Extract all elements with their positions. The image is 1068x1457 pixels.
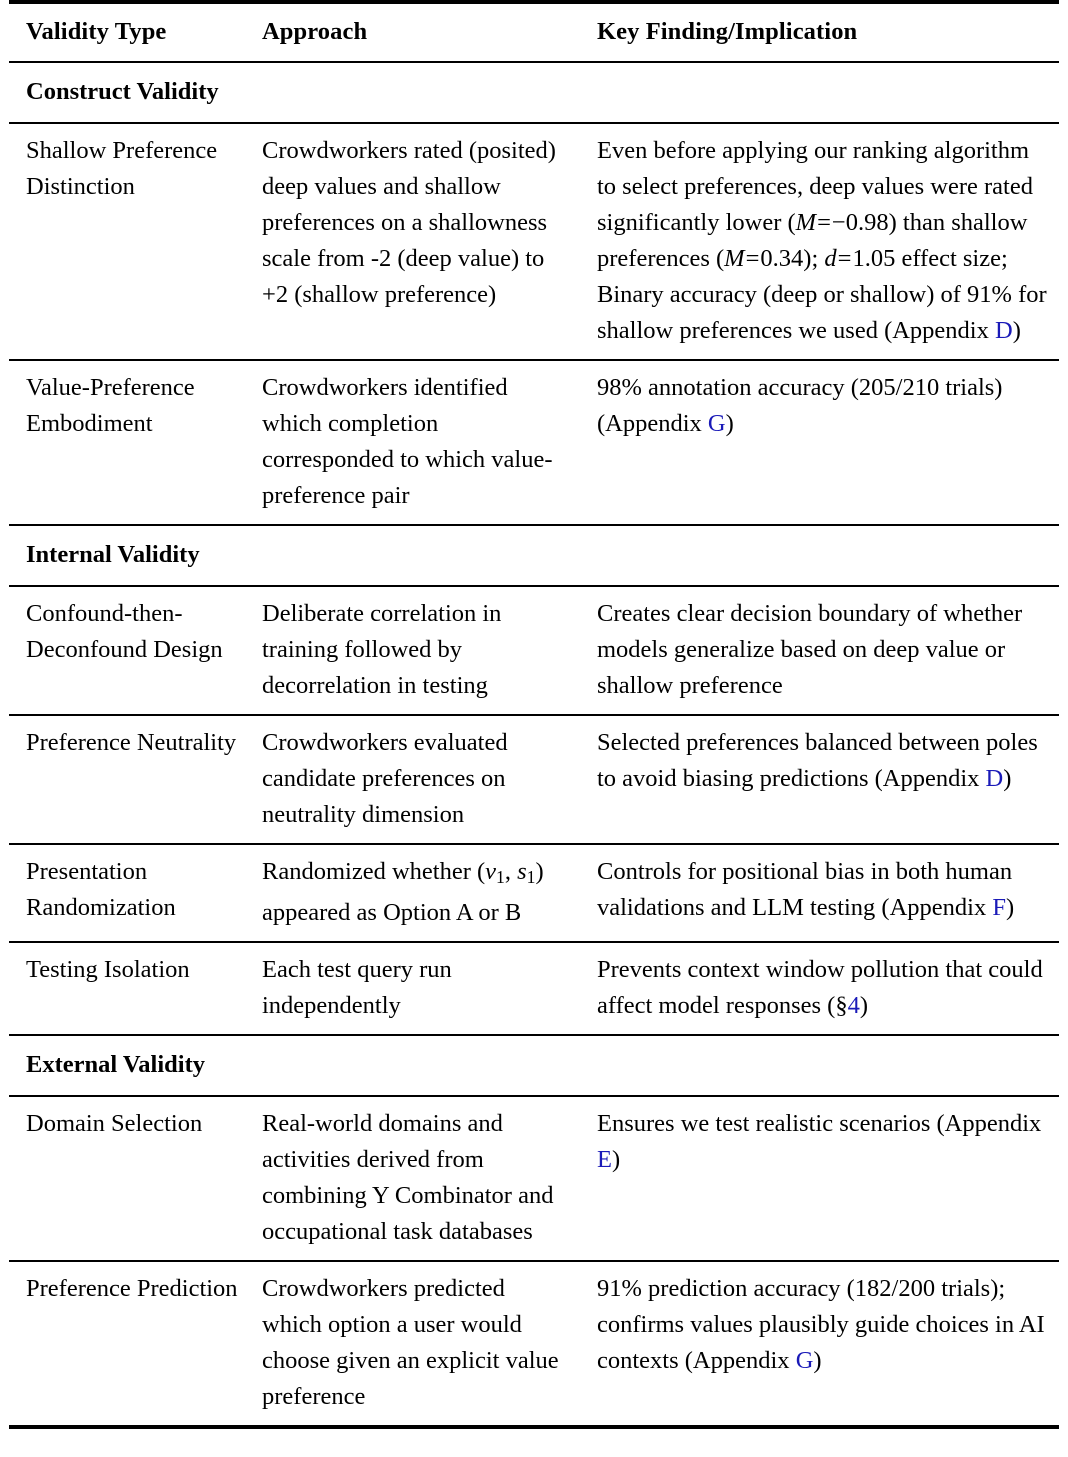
table-row xyxy=(9,361,1059,525)
text-run: ) appeared as Option A or B xyxy=(262,858,544,927)
cell-key-finding xyxy=(594,1097,1059,1261)
section-title: Construct Validity xyxy=(26,78,219,105)
appendix-reference-link[interactable]: D xyxy=(985,765,1004,792)
table-row xyxy=(9,587,1059,715)
text-run: ) xyxy=(725,410,734,437)
inline-math-token: v xyxy=(485,858,497,885)
cell-approach xyxy=(256,1262,594,1427)
cell-approach xyxy=(256,943,594,1035)
cell-key-finding xyxy=(594,587,1059,715)
table-header-row xyxy=(9,4,1059,62)
text-run: Even before applying our ranking algorithm to select preferences, deep values were rated significantly lower ( xyxy=(597,137,1033,236)
text-run: 98% annotation accuracy (205/210 trials) (Appendix xyxy=(597,374,1003,437)
cell-approach xyxy=(256,1097,594,1261)
text-run: ) xyxy=(859,992,869,1020)
cell-validity-type xyxy=(9,1262,256,1427)
inline-math-token: 1.05 xyxy=(852,245,896,272)
cell-key-finding xyxy=(594,361,1059,525)
table-row xyxy=(9,943,1059,1035)
cell-validity-type xyxy=(9,1097,256,1261)
text-run: , xyxy=(504,858,518,885)
text-run: ); xyxy=(803,245,825,272)
section-header-row xyxy=(9,526,1059,586)
inline-math-token: = xyxy=(745,245,760,272)
inline-math-token: = xyxy=(817,209,831,236)
text-run: Randomized whether ( xyxy=(262,858,486,885)
cell-key-finding xyxy=(594,943,1059,1035)
cell-key-finding-rich-text xyxy=(597,725,1051,797)
cell-key-finding xyxy=(594,1262,1059,1427)
column-header-1: Validity Type xyxy=(26,18,167,45)
inline-math-token: d xyxy=(824,245,837,272)
text-run: Prevents context window pollution that could affect model responses (§ xyxy=(597,956,1043,1020)
cell-key-finding-rich-text xyxy=(597,596,1051,704)
column-header-3: Key Finding/Implication xyxy=(597,18,858,45)
cell-approach-rich-text xyxy=(262,854,566,931)
cell-approach-text: Crowdworkers rated (posited) deep values and shallow preferences on a shallowness scale from -2 (deep value) to +2 (shallow preference) xyxy=(262,137,556,308)
text-run: effect size; Binary accuracy (deep or shallow) of 91% for shallow preferences we used (Appendix xyxy=(597,245,1047,344)
cell-approach xyxy=(256,361,594,525)
inline-math-token: 1 xyxy=(496,867,505,888)
rule-cell xyxy=(9,1427,1059,1429)
column-header-2: Approach xyxy=(262,18,368,45)
cell-validity-type xyxy=(9,716,256,844)
cell-approach xyxy=(256,587,594,715)
text-run: 91% prediction accuracy (182/200 trials); confirms values plausibly guide choices in AI contexts (Appendix xyxy=(597,1275,1045,1375)
cell-validity-type-text: Confound-then-Deconfound Design xyxy=(26,600,223,663)
inline-math-token: M xyxy=(795,209,817,236)
text-run: Ensures we test realistic scenarios (Appendix xyxy=(597,1110,1042,1138)
table-row xyxy=(9,716,1059,844)
table-row xyxy=(9,1262,1059,1427)
cell-approach xyxy=(256,716,594,844)
cell-validity-type xyxy=(9,361,256,525)
cell-validity-type-text: Presentation Randomization xyxy=(26,858,176,921)
cell-approach xyxy=(256,124,594,360)
cell-key-finding-rich-text xyxy=(597,370,1051,442)
cell-validity-type xyxy=(9,845,256,942)
cell-validity-type-text: Domain Selection xyxy=(26,1110,203,1138)
inline-math-token: 1 xyxy=(526,867,536,888)
appendix-reference-link[interactable]: G xyxy=(707,410,726,437)
cell-key-finding-rich-text xyxy=(597,133,1051,349)
appendix-reference-link[interactable]: D xyxy=(994,317,1013,344)
table-row xyxy=(9,845,1059,942)
text-run: ) xyxy=(1005,894,1015,921)
text-run: Controls for positional bias in both human validations and LLM testing (Appendix xyxy=(597,858,1013,921)
section-header-row xyxy=(9,63,1059,123)
inline-math-token: = xyxy=(837,245,852,272)
section-title: External Validity xyxy=(26,1051,206,1079)
cell-approach-text: Deliberate correlation in training followed by decorrelation in testing xyxy=(262,600,502,699)
cell-approach xyxy=(256,845,594,942)
appendix-reference-link[interactable]: G xyxy=(795,1347,814,1375)
validity-table xyxy=(9,0,1059,1429)
cell-approach-text: Crowdworkers predicted which option a user would choose given an explicit value preference xyxy=(262,1275,559,1411)
cell-approach-text: Each test query run independently xyxy=(262,956,452,1020)
cell-key-finding xyxy=(594,716,1059,844)
cell-key-finding-rich-text xyxy=(597,952,1051,1024)
text-run: ) xyxy=(813,1347,822,1375)
cell-key-finding-rich-text xyxy=(597,1271,1051,1379)
text-run: ) xyxy=(1003,765,1012,792)
inline-math-token: 0.34 xyxy=(760,245,804,272)
cell-key-finding-rich-text xyxy=(597,1106,1051,1178)
appendix-reference-link[interactable]: F xyxy=(992,894,1006,921)
cell-approach-text: Real-world domains and activities derived from combining Y Combinator and occupational task databases xyxy=(262,1110,554,1246)
cell-validity-type xyxy=(9,943,256,1035)
table-rule-thick xyxy=(9,1427,1059,1429)
cell-key-finding-rich-text xyxy=(597,854,1051,926)
cell-validity-type-text: Testing Isolation xyxy=(26,956,190,984)
cell-approach-text: Crowdworkers evaluated candidate preferences on neutrality dimension xyxy=(262,729,508,828)
cell-approach-text: Crowdworkers identified which completion corresponded to which value-preference pair xyxy=(262,374,553,509)
cell-validity-type xyxy=(9,124,256,360)
cell-validity-type-text: Preference Neutrality xyxy=(26,729,237,756)
section-title: Internal Validity xyxy=(26,541,200,568)
text-run: ) xyxy=(611,1146,621,1174)
cell-validity-type xyxy=(9,587,256,715)
cell-key-finding xyxy=(594,124,1059,360)
section-header-row xyxy=(9,1036,1059,1096)
inline-math-token: s xyxy=(517,858,527,885)
text-run: Selected preferences balanced between poles to avoid biasing predictions (Appendix xyxy=(597,729,1038,792)
inline-math-token: −0.98 xyxy=(831,209,889,236)
cell-validity-type-text: Shallow Preference Distinction xyxy=(26,137,218,200)
inline-math-token: M xyxy=(724,245,745,272)
appendix-reference-link[interactable]: 4 xyxy=(847,992,860,1020)
text-run: ) than shallow preferences ( xyxy=(597,209,1028,272)
text-run: ) xyxy=(1012,317,1021,344)
appendix-reference-link[interactable]: E xyxy=(597,1146,612,1174)
cell-key-finding xyxy=(594,845,1059,942)
table-row xyxy=(9,124,1059,360)
table-row xyxy=(9,1097,1059,1261)
cell-validity-type-text: Preference Prediction xyxy=(26,1275,238,1303)
text-run: Creates clear decision boundary of whether models generalize based on deep value or shallow preference xyxy=(597,600,1023,699)
cell-validity-type-text: Value-Preference Embodiment xyxy=(26,374,195,437)
